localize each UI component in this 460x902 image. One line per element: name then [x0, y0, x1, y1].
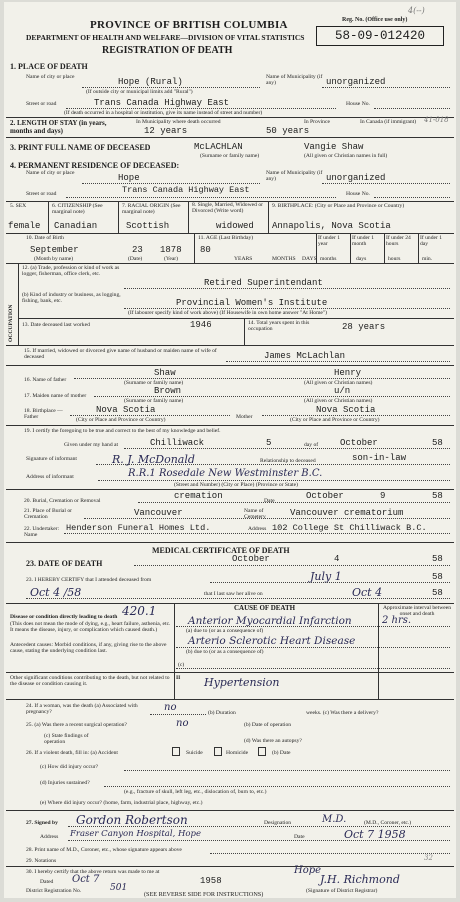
street-label: Street or road — [26, 101, 57, 107]
mother-surname: Brown — [154, 386, 182, 396]
city-label: Name of city or place — [26, 74, 75, 80]
suicide-box — [214, 747, 222, 756]
other-condition: Hypertension — [204, 676, 280, 689]
stay-muni-value: 12 years — [144, 126, 188, 136]
if-under-1: If under 1 year — [318, 235, 341, 248]
municipality-label: Name of Municipality (if any) — [266, 74, 323, 87]
marital-value: widowed — [216, 221, 254, 231]
age-value: 80 — [200, 245, 211, 255]
father-bp-note: (City or Place and Province or Country) — [76, 417, 166, 423]
registrar-signature: J.H. Richmond — [320, 873, 400, 886]
father-given: Henry — [334, 368, 362, 378]
racial-label: 7. RACIAL ORIGIN (See marginal note) — [122, 203, 181, 216]
medical-certificate-title: MEDICAL CERTIFICATE OF DEATH — [152, 546, 290, 555]
informant-year: 58 — [432, 438, 443, 448]
if-under-unit-4: min. — [422, 256, 433, 262]
designation-value: M.D. — [322, 814, 347, 825]
spouse-value: James McLachlan — [264, 351, 346, 361]
if-under-unit-1: months — [320, 256, 337, 262]
designation-note: (M.D., Coroner, etc.) — [364, 820, 412, 826]
q24-duration-label: (b) Duration — [208, 710, 236, 716]
mother-birthplace: Nova Scotia — [316, 405, 376, 415]
residence-heading: 4. PERMANENT RESIDENCE OF DECEASED: — [10, 161, 180, 170]
birth-day: 23 — [132, 245, 143, 255]
due-to-c-label: (c) — [178, 662, 185, 668]
father-surname-label: (Surname or family name) — [124, 380, 184, 386]
given-at-value: Chilliwack — [150, 438, 205, 448]
physician-signature: Gordon Robertson — [76, 813, 188, 827]
q26d-label: (d) Injuries sustained? — [40, 780, 90, 786]
age-years-label: YEARS — [234, 256, 253, 262]
attended-from-year: 58 — [432, 572, 443, 582]
attended-from: July 1 — [310, 570, 342, 583]
last-worked-label: 13. Date deceased last worked — [22, 322, 90, 328]
physician-date: Oct 7 1958 — [344, 828, 406, 841]
reg-no-box: 58-09-012420 — [316, 26, 444, 46]
city-note: (If outside city or municipal limits add "Rural") — [86, 89, 193, 95]
stay-province-value: 50 years — [266, 126, 310, 136]
death-day: 4 — [334, 554, 340, 564]
q26c-label: (c) How did injury occur? — [40, 764, 99, 770]
birth-year-label: (Year) — [164, 256, 179, 262]
burial-day: 9 — [380, 491, 386, 501]
department-title: DEPARTMENT OF HEALTH AND WELFARE—DIVISION OF VITAL STATISTICS — [26, 33, 305, 42]
spouse-label: 15. If married, widowed or divorced give name of husband or maiden name of wife of deceased — [24, 348, 217, 361]
informant-certify: 19. I certify the foregoing to be true and correct to the best of my knowledge and belief. — [24, 428, 221, 434]
stay-province-label: In Province — [304, 119, 330, 125]
registrar-dated: Oct 7 — [72, 874, 100, 885]
informant-signature: R. J. McDonald — [112, 453, 195, 466]
reg-no-label: Reg. No. (Office use only) — [342, 17, 408, 23]
date-of-death-label: 23. DATE OF DEATH — [26, 559, 103, 568]
father-given-label: (All given or Christian names) — [304, 380, 373, 386]
burial-method-value: cremation — [174, 491, 223, 501]
homicide-box — [258, 747, 266, 756]
antecedent-label: Antecedent causes: Morbid conditions, if any, giving rise to the above cause, stating the underlying condition last. — [10, 642, 167, 655]
registrar-dated-label: Dated — [40, 879, 54, 885]
house-no-label: House No. — [346, 101, 370, 107]
sex-label: 5. SEX — [10, 203, 27, 209]
res-house-label: House No. — [346, 191, 370, 197]
q25-label: 25. (a) Was there a recent surgical operation? — [26, 722, 127, 728]
designation-label: Designation — [264, 820, 292, 826]
undertaker-address-label: Address — [248, 526, 267, 532]
registrar-year: 1958 — [200, 876, 222, 886]
citizenship-value: Canadian — [54, 221, 98, 231]
res-street-value: Trans Canada Highway East — [122, 185, 250, 195]
accident-box — [172, 747, 180, 756]
given-at-label: Given under my hand at — [64, 442, 119, 448]
corner-note: 4(--) — [408, 6, 425, 15]
due-to-b-label: (b) due to (or as a consequence of) — [186, 649, 264, 655]
homicide-label: Homicide — [226, 750, 249, 756]
sex-value: female — [8, 221, 41, 231]
if-under-3: If under 24 hours — [386, 235, 411, 248]
q25-autopsy-label: (d) Was there an autopsy? — [244, 738, 302, 744]
q25-findings-label: (c) State findings of operation — [44, 733, 89, 746]
q25-date-label: (b) Date of operation — [244, 722, 292, 728]
death-city-value: Hope (Rural) — [118, 77, 183, 87]
q26-label: 26. If a violent death, fill in: (a) Accident — [26, 750, 118, 756]
relationship-label: Relationship to deceased — [260, 458, 316, 464]
birth-month: September — [30, 245, 79, 255]
cause-a: Anterior Myocardial Infarction — [188, 615, 352, 627]
place-of-death-heading: 1. PLACE OF DEATH — [10, 62, 88, 71]
father-birthplace: Nova Scotia — [96, 405, 156, 415]
print-name-label: 28. Print name of M.D., Coroner, etc., whose signature appears above — [26, 847, 182, 853]
informant-address-label: Address of informant — [26, 474, 74, 480]
birth-year: 1878 — [160, 245, 182, 255]
registrar-sig-label: (Signature of District Registrar) — [306, 888, 378, 894]
given-label: (All given or Christian names in full) — [304, 153, 388, 159]
province-title: PROVINCE OF BRITISH COLUMBIA — [90, 19, 288, 31]
deceased-given: Vangie Shaw — [304, 142, 364, 152]
q26-date-label: (b) Date — [272, 750, 291, 756]
interval-label: Approximate interval between onset and death — [382, 605, 452, 618]
q26d-note: (e.g., fracture of skull, left leg, etc., dislocation of, burn to, etc.) — [124, 789, 267, 795]
q26e-label: (e) Where did injury occur? (home, farm, industrial place, highway, etc.) — [40, 800, 203, 806]
physician-address: Fraser Canyon Hospital, Hope — [70, 829, 201, 839]
father-label: 16. Name of father — [24, 377, 67, 383]
district-no-label: District Registration No. — [26, 888, 82, 894]
cause-code: 420.1 — [122, 604, 157, 618]
margin-number: 32 — [424, 854, 433, 862]
trade-label: 12. (a) Trade, profession or kind of work as logger, fisherman, office clerk, etc. — [22, 265, 120, 278]
relationship-value: son-in-law — [352, 453, 407, 463]
trade-value: Retired Superintendant — [204, 278, 323, 288]
last-seen-date: Oct 4 — [352, 586, 383, 599]
informant-address-note: (Street and Number) (City or Place) (Province or State) — [174, 482, 298, 488]
suicide-label: Suicide — [186, 750, 203, 756]
res-city-label: Name of city or place — [26, 170, 75, 176]
cause-b: Arterio Sclerotic Heart Disease — [188, 635, 356, 647]
occupation-side-label: OCCUPATION — [8, 304, 14, 342]
industry-value: Provincial Women's Institute — [176, 298, 328, 308]
death-year: 58 — [432, 554, 443, 564]
last-seen-alive-label: that I last saw her alive on — [204, 591, 263, 597]
stay-canada-label: In Canada (if immigrant) — [360, 119, 417, 125]
death-registration-form — [4, 2, 456, 898]
res-city-value: Hope — [118, 173, 140, 183]
if-under-unit-2: days — [356, 256, 367, 262]
informant-day: 5 — [266, 438, 272, 448]
attended-label: 23. I HEREBY CERTIFY that I attended deceased from — [26, 577, 152, 583]
signed-label: 27. Signed by — [26, 820, 58, 826]
undertaker-value: Henderson Funeral Homes Ltd. — [66, 523, 211, 533]
mother-given: u/n — [334, 386, 351, 396]
mother-label: 17. Maiden name of mother — [24, 393, 87, 399]
other-conditions-label: Other significant conditions contributing to the death, but not related to the disease or condition causing it. — [10, 675, 170, 688]
informant-month: October — [340, 438, 378, 448]
racial-value: Scottish — [126, 221, 170, 231]
mother-bp-note: (City or Place and Province or Country) — [290, 417, 380, 423]
total-years-label: 14. Total years spent in this occupation — [248, 320, 310, 333]
birthplace-label: 9. BIRTHPLACE: (City or Place and Province or Country) — [272, 203, 405, 209]
industry-label: (b) Kind of industry or business, as logging, fishing, bank, etc. — [22, 292, 121, 305]
reverse-side-note: (SEE REVERSE SIDE FOR INSTRUCTIONS) — [144, 891, 264, 898]
age-label: 11. AGE (Last Birthday) — [198, 235, 254, 241]
if-under-2: If under 1 month — [352, 235, 375, 248]
birthplace-value: Annapolis, Nova Scotia — [272, 221, 391, 231]
q24-label: 24. If a woman, was the death (a) Associated with pregnancy? — [26, 703, 138, 716]
attended-to: Oct 4 /58 — [30, 586, 82, 599]
burial-date-label: Date — [264, 498, 275, 504]
informant-address: R.R.1 Rosedale New Westminster B.C. — [128, 468, 323, 479]
form-title: REGISTRATION OF DEATH — [102, 45, 233, 56]
if-under-4: If under 1 day — [420, 235, 443, 248]
total-years-value: 28 years — [342, 322, 386, 332]
day-of-label: day of — [304, 442, 319, 448]
burial-place-value: Vancouver — [134, 508, 183, 518]
citizenship-label: 6. CITIZENSHIP (See marginal note) — [52, 203, 103, 216]
informant-signature-label: Signature of informant — [26, 456, 77, 462]
death-month: October — [232, 554, 270, 564]
age-months-label: MONTHS — [272, 256, 296, 262]
last-worked-value: 1946 — [190, 320, 212, 330]
industry-note: (If labourer specify kind of work above) (If Housewife in own home answer "At Home") — [128, 310, 328, 316]
notations-label: 29. Notations — [26, 858, 57, 864]
disease-note: (This does not mean the mode of dying, e.g., heart failure, asthenia, etc. It means the disease, injury, or complication which caused death.) — [10, 621, 171, 634]
mother-surname-label: (Surname or family name) — [124, 398, 184, 404]
burial-place-label: 21. Place of Burial or Cremation — [24, 508, 73, 521]
father-surname: Shaw — [154, 368, 176, 378]
surname-label: (Surname or family name) — [200, 153, 260, 159]
length-of-stay-heading: 2. LENGTH OF STAY (in years, months and days) — [10, 119, 107, 135]
disease-label: Disease or condition directly leading to death — [10, 614, 118, 620]
last-seen-year: 58 — [432, 588, 443, 598]
parent-birthplace-label: 18. Birthplace — Father — [24, 408, 63, 421]
q24-weeks-label: weeks. (c) Was there a delivery? — [306, 710, 379, 716]
physician-address-label: Address — [40, 834, 59, 840]
burial-method-label: 20. Burial, Cremation or Removal — [24, 498, 101, 504]
undertaker-address: 102 College St Chilliwack B.C. — [272, 523, 427, 533]
cemetery-label: Name of Cemetery — [244, 508, 266, 521]
burial-year: 58 — [432, 491, 443, 501]
cemetery-value: Vancouver crematorium — [290, 508, 404, 518]
burial-month: October — [306, 491, 344, 501]
interval-a: 2 hrs. — [382, 615, 412, 626]
death-street-value: Trans Canada Highway East — [94, 98, 230, 108]
res-street-label: Street or road — [26, 191, 57, 197]
registrar-place: Hope — [294, 865, 322, 876]
if-under-unit-3: hours — [388, 256, 401, 262]
birth-day-label: (Date) — [128, 256, 143, 262]
physician-date-label: Date — [294, 834, 305, 840]
res-municipality-value: unorganized — [326, 173, 386, 183]
mother-birthplace-label: Mother — [236, 414, 253, 420]
part-two: II — [176, 675, 181, 681]
birth-month-label: (Month by name) — [34, 256, 74, 262]
death-municipality-value: unorganized — [326, 77, 386, 87]
due-to-a-label: (a) due to (or as a consequence of) — [186, 628, 264, 634]
marital-label: 8. Single, Married, Widowed or Divorced (Write word) — [192, 202, 263, 215]
district-no: 501 — [110, 883, 128, 893]
q24-answer: no — [164, 702, 177, 713]
deceased-name-heading: 3. PRINT FULL NAME OF DECEASED — [10, 143, 151, 152]
res-municipality-label: Name of Municipality (if any) — [266, 170, 323, 183]
registrar-certify-label: 30. I hereby certify that the above return was made to me at — [26, 869, 160, 875]
age-days-label: DAYS — [302, 256, 317, 262]
cause-of-death-title: CAUSE OF DEATH — [234, 604, 296, 612]
street-note: (If death occurred in a hospital or institution, give its name instead of street and number) — [64, 110, 263, 116]
stay-muni-label: In Municipality where death occurred — [136, 119, 221, 125]
q25-answer: no — [176, 718, 189, 729]
stay-corner-value: 41-018 — [424, 116, 449, 124]
undertaker-label: 22. Undertaker: Name — [24, 526, 60, 539]
birth-date-label: 10. Date of Birth — [26, 235, 64, 241]
deceased-surname: McLACHLAN — [194, 142, 243, 152]
mother-given-label: (All given or Christian names) — [304, 398, 373, 404]
